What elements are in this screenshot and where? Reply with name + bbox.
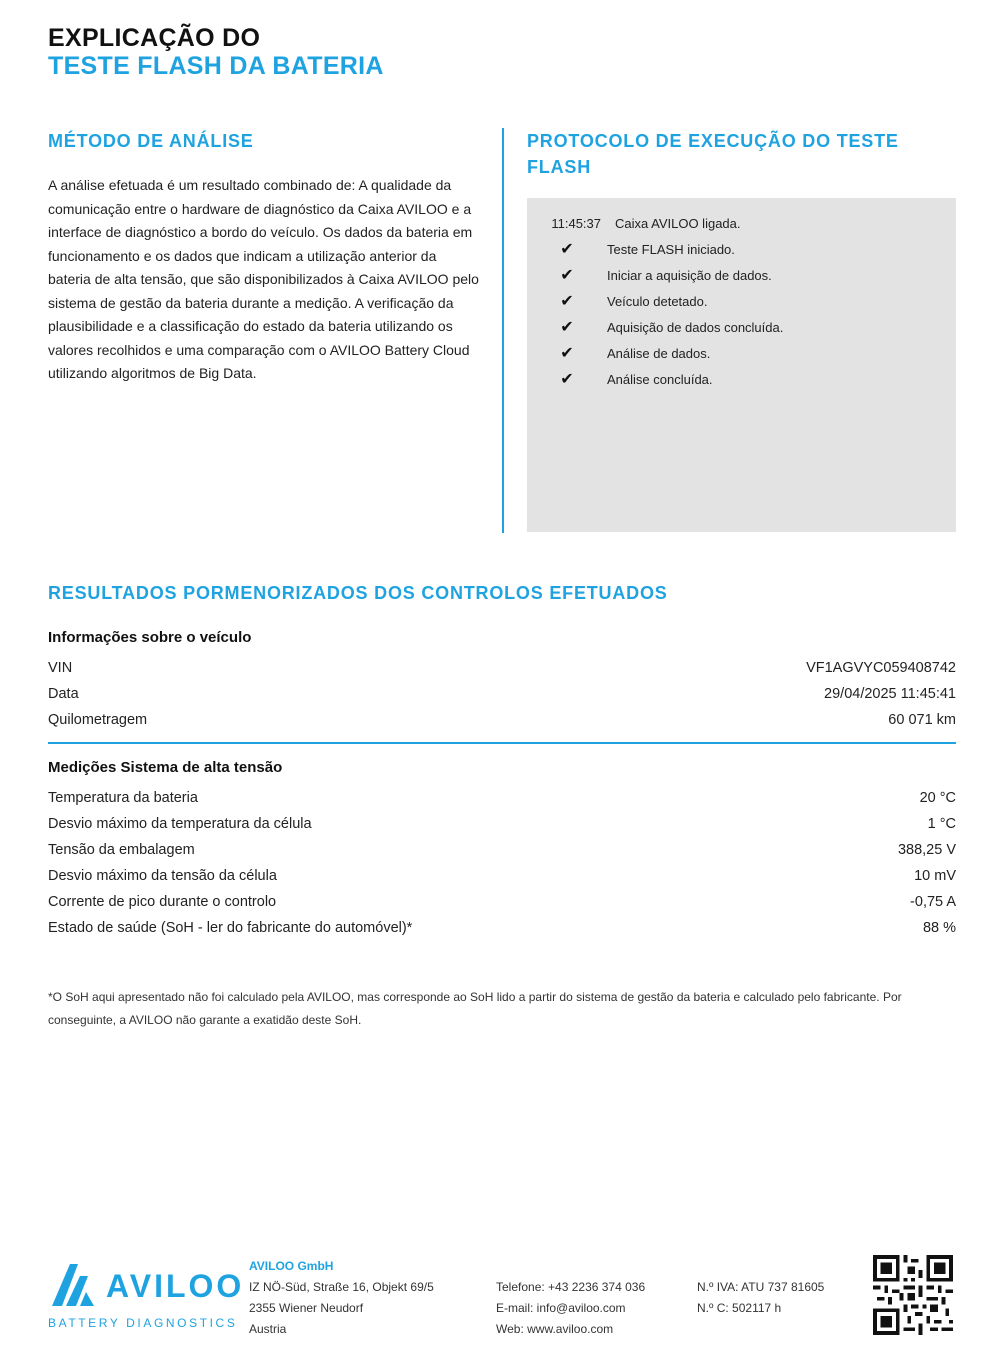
results-heading: RESULTADOS PORMENORIZADOS DOS CONTROLOS EFETUADOS [48, 583, 668, 603]
hv-measurements-section [48, 755, 956, 941]
row-value: VF1AGVYC059408742 [806, 660, 956, 676]
hv-heading: Medições Sistema de alta tensão [48, 759, 283, 776]
footer [0, 1250, 1003, 1360]
web-link[interactable]: Web: www.aviloo.com [496, 1322, 614, 1336]
footer-address [249, 1256, 434, 1340]
footer-registration [697, 1277, 824, 1319]
row-value: 388,25 V [897, 842, 956, 858]
check-icon: ✔ [560, 241, 574, 258]
row-label: Data [48, 686, 79, 702]
row-value: 60 071 km [888, 712, 956, 728]
row-value: -0,75 A [910, 894, 956, 910]
row-label: Desvio máximo da temperatura da célula [48, 816, 312, 832]
company-register: N.º C: 502117 h [697, 1301, 782, 1315]
row-value: 88 % [922, 920, 956, 936]
method-heading: MÉTODO DE ANÁLISE [48, 131, 254, 151]
email-link[interactable]: E-mail: info@aviloo.com [496, 1301, 626, 1315]
table-row [48, 837, 956, 863]
row-value: 10 mV [914, 868, 956, 884]
protocol-entry [527, 236, 956, 262]
aviloo-logo-icon [48, 1254, 108, 1314]
soh-footnote: *O SoH aqui apresentado não foi calculado pela AVILOO, mas corresponde ao SoH lido a partir do sistema de gestão da bateria e calculado pelo fabricante. Por conseguinte, a AVILOO não garante a exatidão deste SoH. [48, 990, 902, 1027]
table-row [48, 889, 956, 915]
check-icon: ✔ [560, 293, 574, 310]
protocol-log [527, 198, 956, 532]
table-row [48, 681, 956, 707]
row-label: Quilometragem [48, 712, 148, 728]
protocol-text: Análise concluída. [607, 371, 713, 387]
phone-text: Telefone: +43 2236 374 036 [496, 1280, 646, 1294]
row-label: Temperatura da bateria [48, 790, 198, 806]
section-divider [48, 742, 956, 744]
title-line-1: EXPLICAÇÃO DO [48, 24, 261, 52]
address-line: IZ NÖ-Süd, Straße 16, Objekt 69/5 [249, 1280, 434, 1294]
table-row [48, 707, 956, 733]
protocol-time: 11:45:37 [551, 215, 601, 231]
vehicle-info-section [48, 625, 956, 733]
logo-tagline: BATTERY DIAGNOSTICS [48, 1316, 238, 1330]
qr-code-icon [873, 1255, 953, 1335]
protocol-entry [527, 262, 956, 288]
protocol-entry [527, 366, 956, 392]
column-divider [502, 128, 504, 533]
protocol-text: Veículo detetado. [607, 293, 708, 309]
vehicle-info-heading: Informações sobre o veículo [48, 629, 252, 646]
protocol-entry [527, 340, 956, 366]
method-body: A análise efetuada é um resultado combinado de: A qualidade da comunicação entre o hardware de diagnóstico da Caixa AVILOO e a interface de diagnóstico a bordo do veículo. Os dados da bateria em funcionamento e os dados que indicam a utilização anterior da bateria de alta tensão, que são disponibilizados à Caixa AVILOO pelo sistema de gestão da bateria durante a medição. A verificação da plausibilidade e a classificação do estado da bateria utilizando os valores recolhidos e uma comparação com o AVILOO Battery Cloud utilizando algoritmos de Big Data. [48, 177, 479, 381]
address-line: Austria [249, 1322, 287, 1336]
aviloo-logo [48, 1250, 248, 1340]
table-row [48, 863, 956, 889]
protocol-text: Análise de dados. [607, 345, 711, 361]
row-label: Estado de saúde (SoH - ler do fabricante do automóvel)* [48, 920, 413, 936]
row-value: 29/04/2025 11:45:41 [824, 686, 956, 702]
row-label: Corrente de pico durante o controlo [48, 894, 277, 910]
check-icon: ✔ [560, 319, 574, 336]
method-section [48, 128, 480, 386]
table-row [48, 785, 956, 811]
check-icon: ✔ [560, 345, 574, 362]
title-line-2: TESTE FLASH DA BATERIA [48, 52, 384, 80]
row-value: 1 °C [927, 816, 956, 832]
vat-number: N.º IVA: ATU 737 81605 [697, 1280, 825, 1294]
row-value: 20 °C [919, 790, 956, 806]
logo-wordmark: AVILOO [106, 1268, 245, 1304]
protocol-entry [527, 314, 956, 340]
protocol-section [527, 128, 957, 180]
protocol-text: Caixa AVILOO ligada. [615, 215, 741, 231]
row-label: VIN [48, 660, 73, 676]
footer-contact [496, 1277, 645, 1340]
table-row [48, 915, 956, 941]
row-label: Desvio máximo da tensão da célula [48, 868, 277, 884]
check-icon: ✔ [560, 267, 574, 284]
table-row [48, 811, 956, 837]
company-name: AVILOO GmbH [249, 1259, 334, 1273]
row-label: Tensão da embalagem [48, 842, 195, 858]
table-row [48, 655, 956, 681]
protocol-text: Aquisição de dados concluída. [607, 319, 784, 335]
protocol-entry [527, 288, 956, 314]
check-icon: ✔ [560, 371, 574, 388]
protocol-text: Teste FLASH iniciado. [607, 241, 735, 257]
protocol-text: Iniciar a aquisição de dados. [607, 267, 772, 283]
page-title [48, 24, 384, 80]
protocol-heading: PROTOCOLO DE EXECUÇÃO DO TESTE FLASH [527, 131, 899, 177]
address-line: 2355 Wiener Neudorf [249, 1301, 364, 1315]
protocol-entry [527, 210, 956, 236]
